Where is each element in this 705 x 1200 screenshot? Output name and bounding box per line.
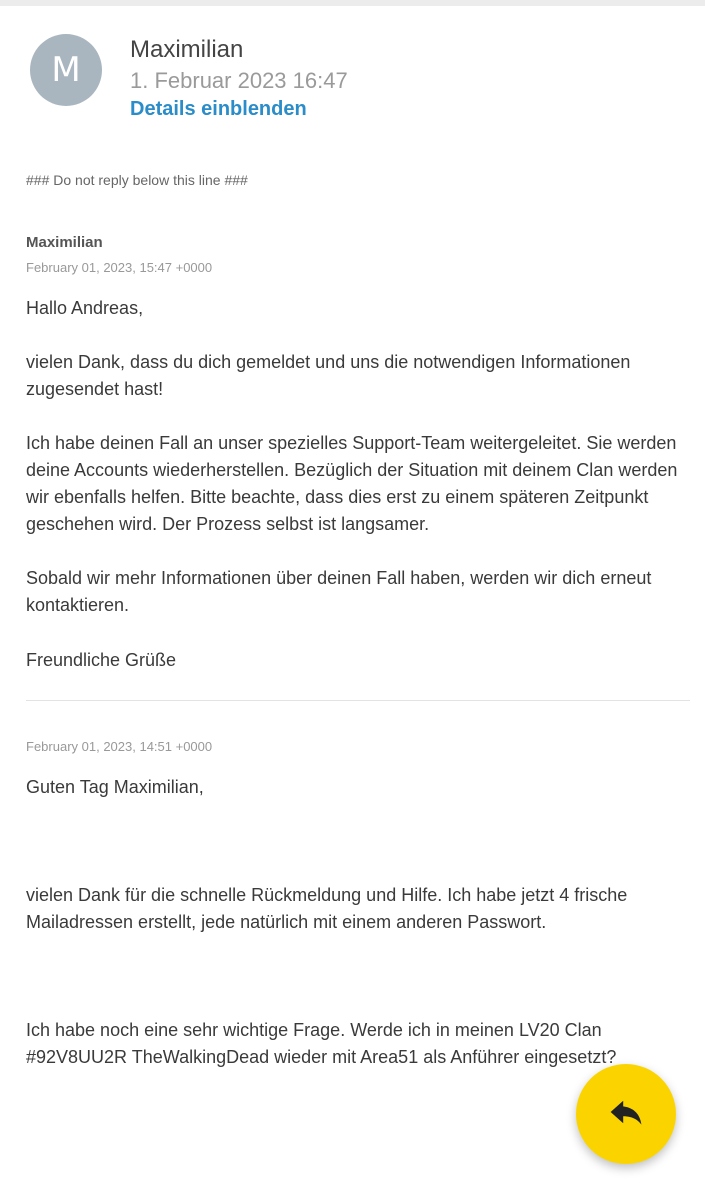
reply-icon	[609, 1098, 643, 1131]
reply-button[interactable]	[576, 1064, 676, 1164]
avatar: M	[30, 34, 102, 106]
message-paragraph: Ich habe deinen Fall an unser spezielles Support-Team weitergeleitet. Sie werden deine Accounts wiederherstellen. Bezüglich der Situation mit deinem Clan werden wir ebenfalls helfen. Bitte beachte, dass dies erst zu einem späteren Zeitpunkt geschehen wird. Der Prozess selbst ist langsamer.	[26, 433, 678, 534]
message-paragraph: Ich habe noch eine sehr wichtige Frage. Werde ich in meinen LV20 Clan #92V8UU2R TheWalkingDead wieder mit Area51 als Anführer eingesetzt?	[26, 1020, 617, 1067]
message-closing: Freundliche Grüße	[26, 650, 177, 670]
sender-name: Maximilian	[130, 36, 244, 63]
top-bar	[0, 0, 705, 6]
message-paragraph: vielen Dank für die schnelle Rückmeldung und Hilfe. Ich habe jetzt 4 frische Mailadressen erstellt, jede natürlich mit einem anderen Passwort.	[26, 885, 628, 932]
message-date: 1. Februar 2023 16:47	[130, 68, 348, 93]
message-greeting: Hallo Andreas,	[26, 298, 144, 318]
message-author: Maximilian	[26, 234, 103, 251]
do-not-reply-note: ### Do not reply below this line ###	[26, 172, 248, 188]
show-details-link[interactable]: Details einblenden	[130, 98, 307, 120]
message-paragraph: Sobald wir mehr Informationen über deinen Fall haben, werden wir dich erneut kontaktieren.	[26, 568, 652, 615]
message-timestamp: February 01, 2023, 15:47 +0000	[26, 260, 213, 275]
message-paragraph: vielen Dank, dass du dich gemeldet und uns die notwendigen Informationen zugesendet hast!	[26, 352, 631, 399]
message-greeting: Guten Tag Maximilian,	[26, 777, 204, 797]
message-timestamp: February 01, 2023, 14:51 +0000	[26, 739, 213, 754]
message-divider	[26, 700, 690, 701]
